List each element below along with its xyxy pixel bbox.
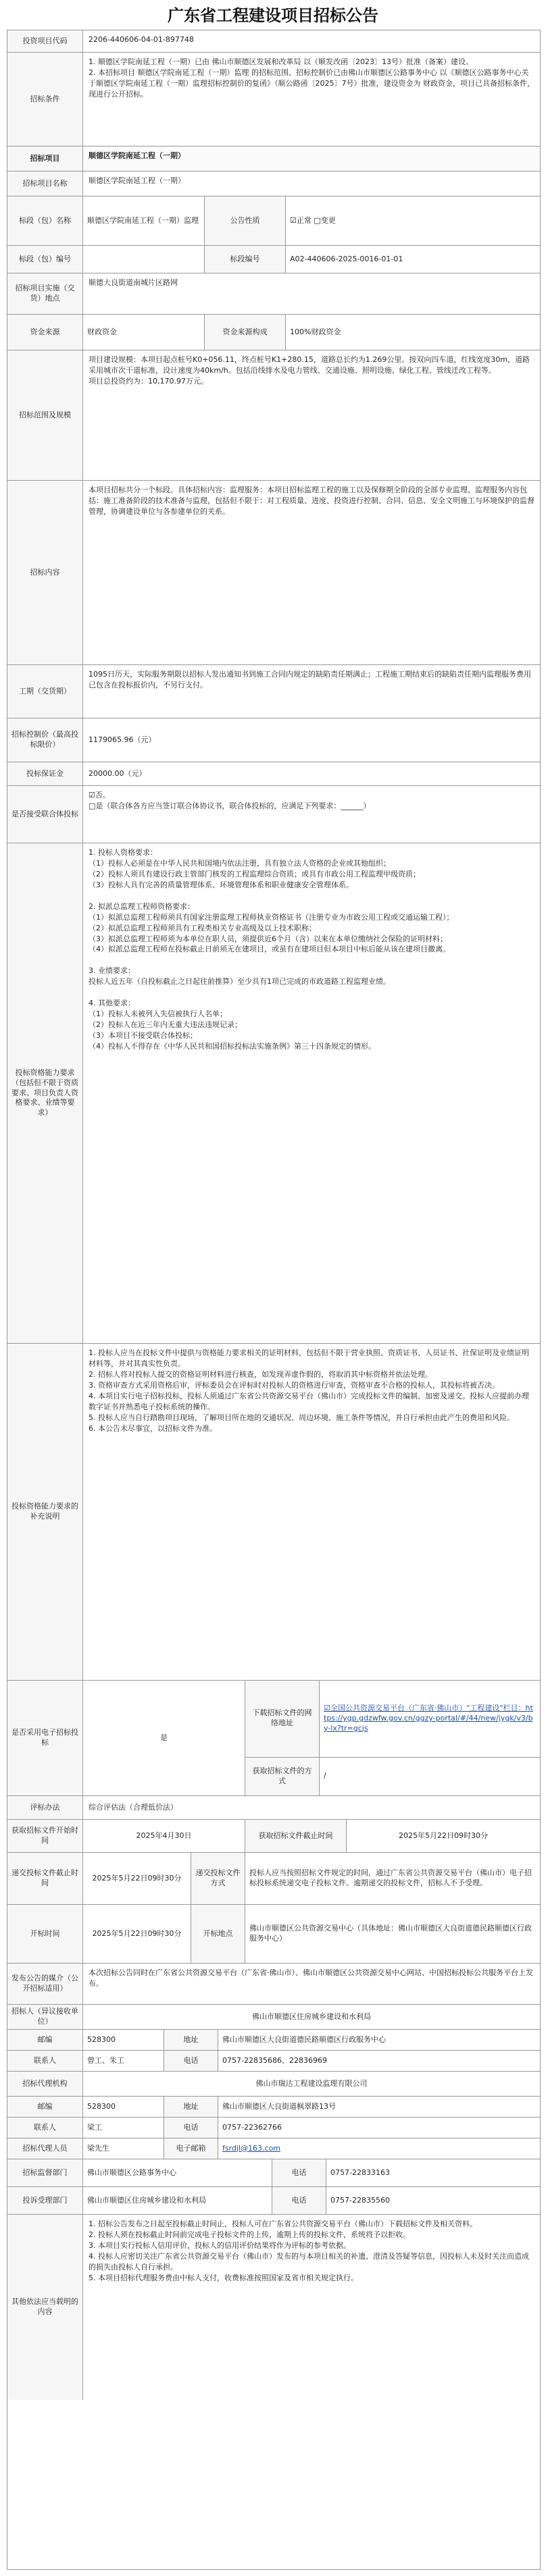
row-agent-contact (7, 2118, 540, 2138)
row-evaluation (7, 1796, 540, 1820)
download-url-link[interactable]: ☑全国公共资源交易平台（广东省·佛山市）"工程建设"栏目：https://ygp.gdzwfw.gov.cn/ggzy-portal/#/44/new/jygk/v3/by-lx?tr=gcjs (324, 1704, 533, 1733)
label-section-code-number: 标段编号 (205, 246, 286, 273)
value-tender-content: 本项目招标共分一个标段。具体招标内容：监理服务：本项目招标监理工程的施工以及保修期全阶段的全部专业监理、监理服务内容包括：施工准备阶段的技术准备与监理，包括但不限于：对工程质量、进度、投资进行控制、合同、信息、安全文明施工与环境保护的监督管理，协调建设单位与各参建单位的关系。 (89, 485, 535, 516)
get-docs-cols (83, 1820, 540, 1852)
value-notice-media: 本次招标公告同时在广东省公共资源交易平台（广东省·佛山市）、佛山市顺德区公共资源交易中心网站、中国招标投标公共服务平台上发布。 (89, 1968, 533, 1988)
value-supervisor: 佛山市顺德区公路事务中心 (83, 2159, 272, 2186)
label-section-name: 标段（包）名称 (7, 196, 83, 245)
value-notice-type: ☑正常 □变更 (290, 215, 336, 225)
electronic-subrow-url (245, 1681, 540, 1758)
label-complaint-phone: 电话 (272, 2187, 326, 2214)
row-project-code (7, 30, 540, 53)
label-opening-time: 开标时间 (7, 1905, 83, 1963)
label-postcode-2: 邮编 (7, 2097, 83, 2117)
label-evaluation: 评标办法 (7, 1796, 83, 1819)
label-agent-staff: 招标代理人员 (7, 2138, 83, 2159)
row-section-header (7, 147, 540, 172)
label-get-start: 获取招标文件开始时间 (7, 1820, 83, 1852)
section-code-cols (83, 246, 540, 273)
row-location (7, 273, 540, 315)
electronic-subrow-method (245, 1758, 540, 1795)
label-complaint: 投诉受理部门 (7, 2187, 83, 2214)
value-supervisor-phone: 0757-22833163 (330, 2167, 390, 2177)
label-contact-1: 联系人 (7, 2051, 83, 2071)
value-funding: 财政资金 (83, 315, 205, 350)
label-location: 招标项目实施（交货）地点 (7, 273, 83, 314)
value-get-start: 2025年4月30日 (83, 1820, 245, 1852)
value-section-code-blank (83, 246, 205, 273)
row-submit (7, 1853, 540, 1905)
label-get-end: 获取招标文件截止时间 (245, 1820, 347, 1852)
row-section-name (7, 196, 540, 246)
row-tenderer (7, 2005, 540, 2030)
value-max-price: 1179065.96（元） (89, 735, 156, 745)
value-project-name: 顺德区学院南延工程（一期） (89, 176, 185, 185)
value-contact-2: 梁工 (83, 2118, 164, 2138)
label-consortium: 是否接受联合体投标 (7, 786, 83, 843)
row-notice-media (7, 1964, 540, 2005)
label-get-method: 获取招标文件的方式 (245, 1758, 320, 1795)
value-qualifications: 1. 投标人资格要求： （1）投标人必须是在中华人民共和国境内依法注册，具有独立法人资格的企业或其他组织； （2）投标人须具有建设行政主管部门核发的工程监理综合资质；或具有市政公用工程监理甲级资质； （3）投标人具有完善的质量管理体系、环境管理体系和职业健康安全管理体系。 2. 拟派总监理工程师资格要求： （1）拟派总监理工程师须具有国家注册监理工程师执业资格证书（注册专业为市政公用工程或交通运输工程）； （2）拟派总监理工程师须具有工程类相关专业高级及以上技术职称； （3）拟派总监理工程师须为本单位在职人员，须提供近6个月（含）以来在本单位缴纳社会保险的证明材料； （4）拟派总监理工程师在投标截止日前须无在建项目，或虽有在建项目但本项目中标后能从该在建项目撤离。 3. 业绩要求： 投标人近五年（自投标截止之日起往前推算）至少具有1项已完成的市政道路工程监理业绩。 4. 其他要求： （1）投标人未被列入失信被执行人名单； （2）投标人在近三年内无重大违法违规记录； （3）本项目不接受联合体投标； （4）投标人不得存在《中华人民共和国招标投标法实施条例》第三十四条规定的情形。 (89, 848, 454, 1051)
label-electronic: 是否采用电子招标投标 (7, 1681, 83, 1795)
label-section-code: 标段（包）编号 (7, 246, 83, 273)
supervisor-cols (83, 2159, 540, 2186)
label-supervisor: 招标监督部门 (7, 2159, 83, 2186)
label-submit-deadline: 递交投标文件截止时间 (7, 1853, 83, 1904)
submit-cols (83, 1853, 540, 1904)
row-tender-content (7, 481, 540, 665)
row-agent-staff (7, 2138, 540, 2159)
agent-staff-cols (83, 2138, 540, 2159)
section-name-cols (83, 196, 540, 245)
label-section-header: 招标项目 (7, 147, 83, 171)
email-link[interactable]: fsrdjl@163.com (222, 2143, 281, 2153)
value-opening-place: 佛山市顺德区公共资源交易中心（具体地址：佛山市顺德区大良街道德民路顺德区行政服务中心） (249, 1924, 532, 1943)
agent-address-cols (83, 2097, 540, 2117)
label-funding-share: 资金来源构成 (205, 315, 286, 350)
label-download-url: 下载招标文件的网络地址 (245, 1681, 320, 1757)
label-bid-bond: 投标保证金 (7, 762, 83, 785)
value-funding-share: 100%财政资金 (290, 327, 341, 336)
row-scale (7, 350, 540, 481)
label-qualifications: 投标资格能力要求（包括但不限于资质要求、项目负责人资格要求、业绩等要求） (7, 843, 83, 1343)
row-agent (7, 2072, 540, 2097)
value-other: 1. 招标公告发布之日起至投标截止时间止，投标人可在广东省公共资源交易平台（佛山市）下载招标文件及相关资料。 2. 投标人须在投标截止时间前完成电子投标文件的上传，逾期上传的投标文件，系统将予以拒收。 3. 本项目实行投标人信用评价，投标人的信用评价结果将作为评标的参考依据。 4. 投标人应密切关注广东省公共资源交易平台（佛山市）发布的与本项目相关的补遗、澄清及答疑等信息，因投标人未及时关注而造成的损失由投标人自行承担。 5. 本项目招标代理服务费由中标人支付，收费标准按照国家及省市相关规定执行。 (89, 2219, 529, 2282)
row-max-price (7, 718, 540, 762)
value-bid-bond: 20000.00（元） (89, 769, 147, 779)
value-postcode-2: 528300 (83, 2097, 164, 2117)
label-tender-conditions: 招标条件 (7, 53, 83, 146)
tenderer-contact-cols (83, 2051, 540, 2071)
row-other-notes (7, 1344, 540, 1681)
value-opening-time: 2025年5月22日09时30分 (83, 1905, 191, 1963)
label-supervisor-phone: 电话 (272, 2159, 326, 2186)
electronic-cols (83, 1681, 540, 1795)
value-get-end: 2025年5月22日09时30分 (399, 1831, 488, 1840)
label-postcode-1: 邮编 (7, 2030, 83, 2050)
label-address-1: 地址 (164, 2030, 218, 2050)
value-complaint-phone: 0757-22835560 (330, 2195, 390, 2205)
electronic-sub (245, 1681, 540, 1795)
value-location: 顺德大良街道南城片区路网 (89, 278, 178, 287)
label-project-name: 招标项目名称 (7, 172, 83, 196)
label-phone-1: 电话 (164, 2051, 218, 2071)
label-agent: 招标代理机构 (7, 2072, 83, 2096)
value-phone-2: 0757-22362766 (222, 2122, 282, 2132)
row-supervisor (7, 2159, 540, 2187)
value-scale: 项目建设规模：本项目起点桩号K0+056.11，终点桩号K1+280.15，道路总长约为1.269公里。按双向四车道，红线宽度30m，道路采用城市次干道标准，设计速度为40km/h。包括沿线排水及电力管线、交通设施、照明设施、绿化工程、管线迁改工程等。 项目总投资约为：10,170.97万元。 (89, 355, 530, 386)
funding-cols (83, 315, 540, 350)
value-section-name: 顺德区学院南延工程（一期）监理 (83, 196, 205, 245)
label-duration: 工期（交货期） (7, 665, 83, 718)
row-funding (7, 315, 540, 350)
label-tender-content: 招标内容 (7, 481, 83, 664)
value-evaluation: 综合评估法（合理低价法） (89, 1803, 178, 1812)
label-other-notes: 投标资格能力要求的补充说明 (7, 1344, 83, 1680)
row-electronic (7, 1681, 540, 1796)
value-postcode-1: 528300 (83, 2030, 164, 2050)
tenderer-address-cols (83, 2030, 540, 2050)
value-submit-deadline: 2025年5月22日09时30分 (83, 1853, 191, 1904)
page-title: 广东省工程建设项目招标公告 (168, 5, 378, 25)
value-submit-method: 投标人应当按照招标文件规定的时间，通过广东省公共资源交易平台（佛山市）电子招标投标系统递交电子投标文件。逾期递交的投标文件，招标人不予受理。 (249, 1868, 532, 1887)
row-tender-conditions (7, 53, 540, 147)
label-phone-2: 电话 (164, 2118, 218, 2138)
label-max-price: 招标控制价（最高投标限价） (7, 718, 83, 762)
row-tenderer-address (7, 2030, 540, 2051)
row-qualifications (7, 843, 540, 1344)
label-notice-type: 公告性质 (205, 196, 286, 245)
value-tender-conditions: 1. 顺德区学院南延工程（一期）已由 佛山市顺德区发展和改革局 以（顺发改函〔2023〕13号）批准（备案）建设。 2. 本招标项目 顺德区学院南延工程（一期）监理 的招标范围、招标控制价已由佛山市顺德区公路事务中心 以《顺德区公路事务中心关于顺德区学院南延工程（一期）监理招标控制价的复函》（顺公路函〔2025〕7号）批准，建设资金为 财政资金，项目已具备招标条件，现进行公开招标。 (89, 57, 535, 99)
value-agent-staff: 梁先生 (83, 2138, 164, 2159)
value-duration: 1095日历天，实际服务期限以招标人发出通知书到施工合同内规定的缺陷责任期满止；工程施工期结束后的缺陷责任期内监理服务费用已包含在投标报价内，不另行支付。 (89, 670, 531, 689)
label-notice-media: 发布公告的媒介（公开招标适用） (7, 1964, 83, 2004)
agent-contact-cols (83, 2118, 540, 2138)
label-project-code: 投资项目代码 (7, 30, 83, 52)
row-duration (7, 665, 540, 718)
label-address-2: 地址 (164, 2097, 218, 2117)
row-other (7, 2215, 540, 2400)
value-project-code: 2206-440606-04-01-897748 (89, 35, 194, 44)
row-project-name (7, 172, 540, 196)
label-email: 电子邮箱 (164, 2138, 218, 2159)
value-other-notes: 1. 投标人应当在投标文件中提供与资格能力要求相关的证明材料，包括但不限于营业执照、资质证书、人员证书、社保证明及业绩证明材料等，并对其真实性负责。 2. 招标人将对投标人提交的资格证明材料进行核查，如发现弄虚作假的，将取消其中标资格并依法处理。 3. 资格审查方式采用资格后审，评标委员会在评标时对投标人的资格进行审查，资格审查不合格的投标人，其投标将被否决。 4. 本项目实行电子招标投标，投标人须通过广东省公共资源交易平台（佛山市）完成投标文件的编制、加密及递交。投标人应提前办理数字证书并熟悉电子投标系统的操作。 5. 投标人应当自行踏勘项目现场，了解项目所在地的交通状况、周边环境、施工条件等情况，并自行承担由此产生的费用和风险。 6. 本公告未尽事宜，以招标文件为准。 (89, 1348, 529, 1433)
label-scale: 招标范围及规模 (7, 350, 83, 480)
value-electronic: 是 (83, 1681, 245, 1795)
row-tenderer-contact (7, 2051, 540, 2072)
row-consortium (7, 786, 540, 843)
value-complaint: 佛山市顺德区住房城乡建设和水利局 (83, 2187, 272, 2214)
row-get-docs (7, 1820, 540, 1853)
label-submit-method: 递交投标文件方式 (191, 1853, 245, 1904)
complaint-cols (83, 2187, 540, 2214)
opening-cols (83, 1905, 540, 1963)
notice-table (7, 30, 541, 2570)
value-phone-1: 0757-22835686、22836969 (222, 2055, 327, 2065)
row-complaint (7, 2187, 540, 2215)
row-opening (7, 1905, 540, 1964)
label-opening-place: 开标地点 (191, 1905, 245, 1963)
row-bid-bond (7, 762, 540, 786)
value-tenderer: 佛山市顺德区住房城乡建设和水利局 (252, 2012, 371, 2022)
label-contact-2: 联系人 (7, 2118, 83, 2138)
value-get-method: / (324, 1771, 326, 1781)
row-section-code (7, 246, 540, 273)
value-contact-1: 曾工、朱工 (83, 2051, 164, 2071)
label-funding: 资金来源 (7, 315, 83, 350)
value-agent: 佛山市瑞达工程建设监理有限公司 (255, 2079, 368, 2088)
row-agent-address (7, 2097, 540, 2118)
label-other: 其他依法应当载明的内容 (7, 2215, 83, 2400)
value-address-1: 佛山市顺德区大良街道德民路顺德区行政服务中心 (222, 2034, 386, 2044)
value-address-2: 佛山市顺德区大良街道枫翠路13号 (222, 2101, 336, 2111)
value-consortium: ☑否。 □是（联合体各方应当签订联合体协议书，联合体投标的，应满足下列要求：______） (89, 791, 371, 810)
value-section-header: 顺德区学院南延工程（一期） (89, 151, 185, 160)
value-section-code-number: A02-440606-2025-0016-01-01 (290, 254, 403, 263)
label-tenderer: 招标人（异议接收单位） (7, 2005, 83, 2029)
